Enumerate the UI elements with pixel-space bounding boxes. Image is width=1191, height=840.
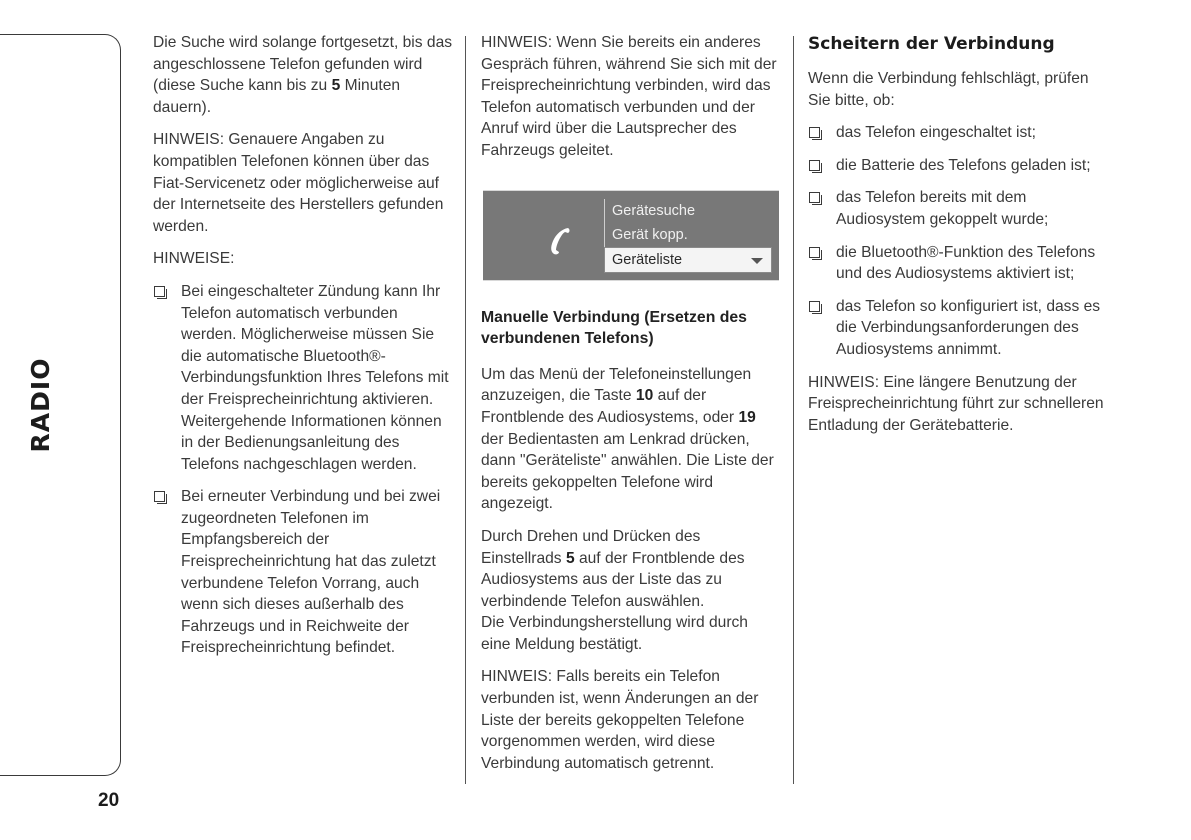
notes-heading: HINWEISE: xyxy=(153,250,235,268)
list-item: Bei eingeschalteter Zündung kann Ihr Telefon automatisch verbunden werden. Möglicherweise müssen Sie die automatische Bluetooth®-Verbindungsfunktion Ihres Telefons mit der Freisprecheinrichtung aktivieren. Weitergehende Informationen können in der Bedienungsanleitung des Telefons nachgeschlagen werden. xyxy=(153,281,453,475)
paragraph: Wenn die Verbindung fehlschlägt, prüfen Sie bitte, ob: xyxy=(808,70,1089,109)
phone-icon xyxy=(549,227,571,255)
note-paragraph: HINWEIS: Falls bereits ein Telefon verbunden ist, wenn Änderungen an der Liste der bereits gekoppelten Telefone vorgenommen werden, wird diese Verbindung automatisch getrennt. xyxy=(481,668,759,772)
paragraph: Um das Menü der Telefoneinstellungen anzuzeigen, die Taste 10 auf der Frontblende des Audiosystems, oder 19 der Bedientasten am Lenkrad drücken, dann "Geräteliste" anwählen. Die Liste der bereits gekoppelten Telefone wird angezeigt. xyxy=(481,365,774,513)
column-2 xyxy=(481,32,781,785)
checkbox-bullet-icon xyxy=(154,491,165,502)
chevron-down-icon xyxy=(751,258,763,264)
list-item: Bei erneuter Verbindung und bei zwei zugeordneten Telefonen im Empfangsbereich der Freisprecheinrichtung hat das zuletzt verbundene Telefon Vorrang, auch wenn sich dieses außerhalb des Fahrzeugs und in Reichweite der Freisprecheinrichtung befindet. xyxy=(153,486,453,659)
checkbox-bullet-icon xyxy=(154,286,165,297)
chapter-tab-label: RADIO xyxy=(26,357,55,453)
column-3 xyxy=(808,32,1108,447)
checkbox-bullet-icon xyxy=(809,301,820,312)
notes-list xyxy=(153,281,453,659)
menu-item-geraet-koppeln[interactable]: Gerät kopp. xyxy=(604,223,772,247)
section-heading: Scheitern der Verbindung xyxy=(808,34,1055,54)
phone-menu xyxy=(604,199,772,273)
checklist xyxy=(808,122,1108,360)
list-item: das Telefon bereits mit dem Audiosystem gekoppelt wurde; xyxy=(808,187,1108,230)
checkbox-bullet-icon xyxy=(809,192,820,203)
paragraph: Die Suche wird solange fortgesetzt, bis das angeschlossene Telefon gefunden wird (diese Suche kann bis zu 5 Minuten dauern). xyxy=(153,34,453,116)
checkbox-bullet-icon xyxy=(809,160,820,171)
list-item: die Bluetooth®-Funktion des Telefons und des Audiosystems aktiviert ist; xyxy=(808,242,1108,285)
menu-item-geraetesuche[interactable]: Gerätesuche xyxy=(604,199,772,223)
chapter-tab xyxy=(0,34,121,776)
checkbox-bullet-icon xyxy=(809,247,820,258)
column-divider xyxy=(793,36,794,784)
section-heading: Manuelle Verbindung (Ersetzen des verbundenen Telefons) xyxy=(481,308,747,348)
list-item: das Telefon so konfiguriert ist, dass es die Verbindungsanforderungen des Audiosystems annimmt. xyxy=(808,296,1108,361)
column-divider xyxy=(465,36,466,784)
display-screenshot xyxy=(483,190,779,281)
checkbox-bullet-icon xyxy=(809,127,820,138)
note-paragraph: HINWEIS: Wenn Sie bereits ein anderes Gespräch führen, während Sie sich mit der Freisprecheinrichtung verbinden, wird das Telefon automatisch verbunden und der Anruf wird über die Lautsprecher des Fahrzeugs geleitet. xyxy=(481,34,777,159)
note-paragraph: HINWEIS: Genauere Angaben zu kompatiblen Telefonen können über das Fiat-Servicenetz oder möglicherweise auf der Internetseite des Herstellers gefunden werden. xyxy=(153,131,444,235)
page-number: 20 xyxy=(98,790,120,811)
list-item: die Batterie des Telefons geladen ist; xyxy=(808,155,1108,177)
column-1 xyxy=(153,32,453,670)
note-paragraph: HINWEIS: Eine längere Benutzung der Freisprecheinrichtung führt zur schnelleren Entladung der Gerätebatterie. xyxy=(808,373,1104,434)
menu-item-geraeteliste[interactable]: Geräteliste xyxy=(604,247,772,273)
list-item: das Telefon eingeschaltet ist; xyxy=(808,122,1108,144)
paragraph: Durch Drehen und Drücken des Einstellrads 5 auf der Frontblende des Audiosystems aus der Liste das zu verbindende Telefon auswählen. Die Verbindungsherstellung wird durch eine Meldung bestätigt. xyxy=(481,527,748,653)
